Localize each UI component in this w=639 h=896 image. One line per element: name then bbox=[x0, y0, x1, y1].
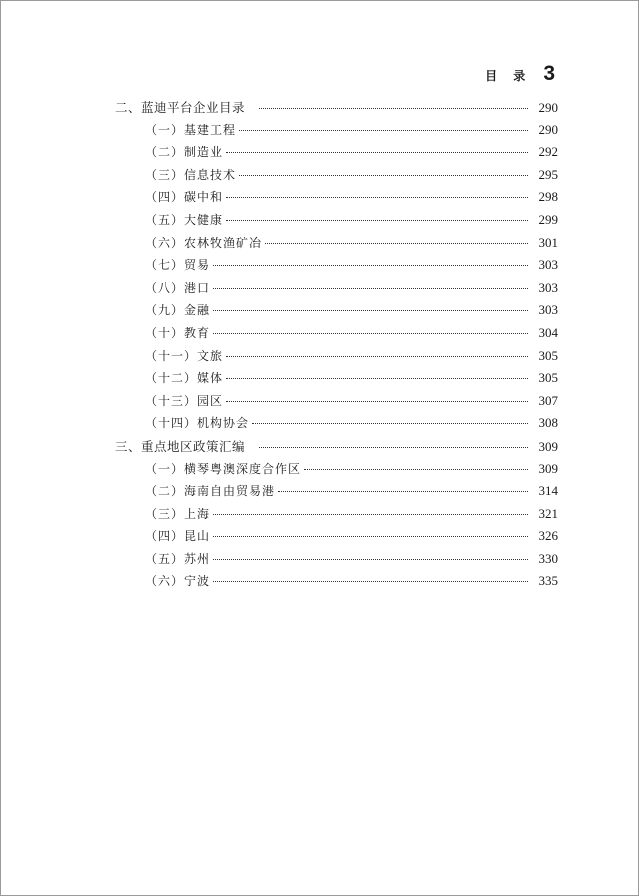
toc-entry-label: （十三）园区 bbox=[145, 393, 224, 408]
toc-dot-leader bbox=[226, 356, 528, 357]
toc-dot-leader bbox=[213, 514, 528, 515]
toc-entry-label: （七）贸易 bbox=[145, 258, 211, 273]
toc-entry-label: （十四）机构协会 bbox=[145, 416, 250, 431]
toc-subsection-entry[interactable] bbox=[115, 550, 558, 573]
running-head bbox=[485, 62, 555, 86]
toc-entry-page-number: 301 bbox=[538, 234, 558, 250]
toc-dot-leader bbox=[278, 491, 528, 492]
toc-dot-leader bbox=[259, 108, 528, 109]
toc-entry-page-number: 335 bbox=[538, 573, 558, 589]
toc-entry-label: （四）碳中和 bbox=[145, 190, 224, 205]
toc-entry-label: （五）苏州 bbox=[145, 551, 211, 566]
toc-dot-leader bbox=[213, 333, 528, 334]
toc-subsection-entry[interactable] bbox=[115, 211, 558, 234]
toc-entry-page-number: 303 bbox=[538, 279, 558, 295]
toc-entry-page-number: 290 bbox=[538, 121, 558, 137]
toc-dot-leader bbox=[213, 536, 528, 537]
toc-entry-label: 二、蓝迪平台企业目录 bbox=[115, 100, 246, 115]
toc-entry-label: 三、重点地区政策汇编 bbox=[115, 438, 246, 454]
toc-subsection-entry[interactable] bbox=[115, 324, 558, 347]
toc-dot-leader bbox=[252, 423, 528, 424]
toc-subsection-entry[interactable] bbox=[115, 369, 558, 392]
toc-dot-leader bbox=[213, 265, 528, 266]
table-of-contents bbox=[115, 98, 558, 595]
toc-subsection-entry[interactable] bbox=[115, 460, 558, 483]
toc-dot-leader bbox=[226, 378, 528, 379]
toc-entry-page-number: 314 bbox=[538, 483, 558, 499]
toc-section-entry[interactable] bbox=[115, 98, 558, 121]
toc-subsection-entry[interactable] bbox=[115, 505, 558, 528]
toc-dot-leader bbox=[213, 310, 528, 311]
toc-entry-page-number: 307 bbox=[538, 392, 558, 408]
toc-dot-leader bbox=[265, 243, 528, 244]
toc-dot-leader bbox=[213, 581, 528, 582]
toc-dot-leader bbox=[213, 288, 528, 289]
toc-entry-label: （八）港口 bbox=[145, 280, 211, 295]
toc-subsection-entry[interactable] bbox=[115, 347, 558, 370]
toc-subsection-entry[interactable] bbox=[115, 279, 558, 302]
toc-subsection-entry[interactable] bbox=[115, 234, 558, 257]
toc-entry-page-number: 298 bbox=[538, 189, 558, 205]
toc-entry-label: （三）上海 bbox=[145, 506, 211, 521]
toc-entry-label: （四）昆山 bbox=[145, 529, 211, 544]
toc-subsection-entry[interactable] bbox=[115, 527, 558, 550]
toc-section-entry[interactable] bbox=[115, 437, 558, 460]
toc-subsection-entry[interactable] bbox=[115, 188, 558, 211]
toc-entry-label: （六）宁波 bbox=[145, 574, 211, 589]
toc-dot-leader bbox=[239, 130, 528, 131]
toc-dot-leader bbox=[304, 469, 528, 470]
running-head-page-number: 3 bbox=[543, 62, 555, 85]
toc-subsection-entry[interactable] bbox=[115, 392, 558, 415]
toc-entry-page-number: 305 bbox=[538, 347, 558, 363]
toc-entry-label: （六）农林牧渔矿冶 bbox=[145, 235, 263, 250]
toc-subsection-entry[interactable] bbox=[115, 414, 558, 437]
toc-entry-label: （一）基建工程 bbox=[145, 122, 237, 137]
toc-subsection-entry[interactable] bbox=[115, 166, 558, 189]
toc-entry-page-number: 309 bbox=[538, 438, 558, 454]
toc-dot-leader bbox=[213, 559, 528, 560]
toc-dot-leader bbox=[259, 447, 528, 448]
toc-subsection-entry[interactable] bbox=[115, 482, 558, 505]
toc-entry-page-number: 290 bbox=[538, 100, 558, 115]
toc-entry-page-number: 295 bbox=[538, 166, 558, 182]
toc-entry-label: （五）大健康 bbox=[145, 212, 224, 227]
toc-entry-page-number: 321 bbox=[538, 505, 558, 521]
toc-entry-page-number: 303 bbox=[538, 257, 558, 273]
toc-subsection-entry[interactable] bbox=[115, 143, 558, 166]
toc-entry-page-number: 303 bbox=[538, 302, 558, 318]
toc-entry-label: （十二）媒体 bbox=[145, 371, 224, 386]
toc-entry-label: （十）教育 bbox=[145, 325, 211, 340]
toc-entry-label: （二）海南自由贸易港 bbox=[145, 484, 276, 499]
toc-subsection-entry[interactable] bbox=[115, 572, 558, 595]
toc-entry-page-number: 309 bbox=[538, 460, 558, 476]
toc-dot-leader bbox=[226, 401, 528, 402]
toc-entry-page-number: 304 bbox=[538, 324, 558, 340]
toc-entry-page-number: 308 bbox=[538, 415, 558, 431]
toc-dot-leader bbox=[226, 197, 528, 198]
toc-dot-leader bbox=[226, 152, 528, 153]
toc-entry-label: （九）金融 bbox=[145, 303, 211, 318]
toc-subsection-entry[interactable] bbox=[115, 256, 558, 279]
toc-entry-page-number: 326 bbox=[538, 528, 558, 544]
toc-entry-label: （三）信息技术 bbox=[145, 167, 237, 182]
toc-dot-leader bbox=[226, 220, 528, 221]
running-head-title: 目 录 bbox=[485, 69, 532, 83]
toc-entry-label: （十一）文旅 bbox=[145, 348, 224, 363]
toc-entry-label: （二）制造业 bbox=[145, 145, 224, 160]
toc-entry-page-number: 305 bbox=[538, 370, 558, 386]
toc-subsection-entry[interactable] bbox=[115, 301, 558, 324]
toc-entry-page-number: 292 bbox=[538, 144, 558, 160]
toc-dot-leader bbox=[239, 175, 528, 176]
toc-entry-label: （一）横琴粤澳深度合作区 bbox=[145, 461, 302, 476]
toc-entry-page-number: 299 bbox=[538, 211, 558, 227]
toc-entry-page-number: 330 bbox=[538, 550, 558, 566]
toc-subsection-entry[interactable] bbox=[115, 121, 558, 144]
